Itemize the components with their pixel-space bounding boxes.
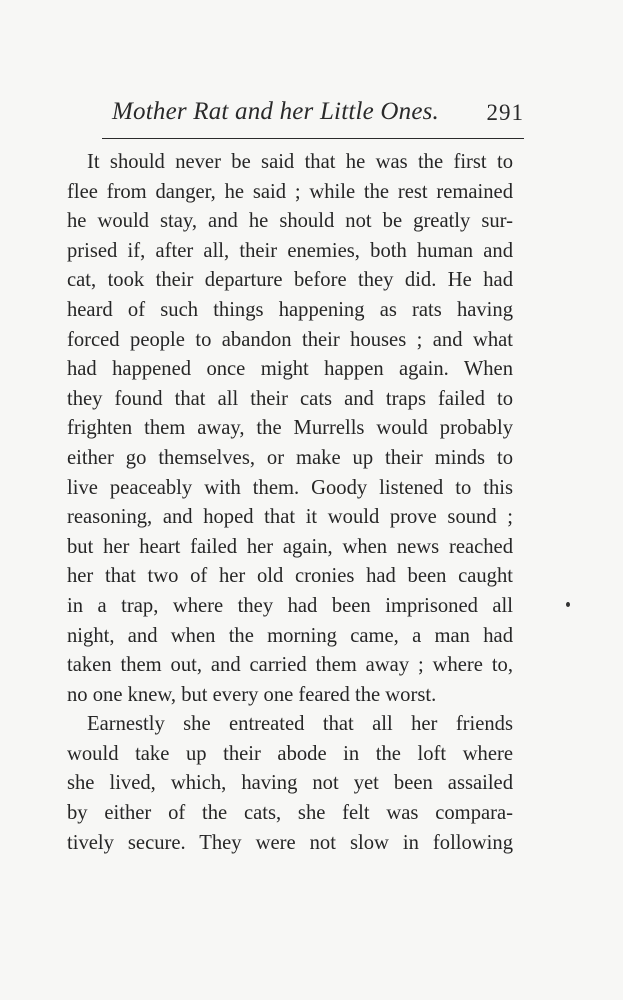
text-line: by either of the cats, she felt was compara- — [67, 802, 513, 825]
text-line: she lived, which, having not yet been assailed — [67, 772, 513, 795]
page-header — [102, 98, 524, 132]
page-number: 291 — [486, 100, 524, 125]
text-line: tively secure. They were not slow in following — [67, 831, 513, 854]
text-line: would take up their abode in the loft where — [67, 742, 513, 765]
text-line: had happened once might happen again. When — [67, 358, 513, 381]
text-line: heard of such things happening as rats having — [67, 298, 513, 321]
text-line: It should never be said that he was the first to — [87, 151, 513, 173]
text-line: no one knew, but every one feared the worst. — [67, 683, 437, 706]
text-line: frighten them away, the Murrells would probably — [67, 417, 513, 440]
text-line: her that two of her old cronies had been caught — [67, 565, 513, 588]
text-line: flee from danger, he said ; while the rest remained — [67, 180, 513, 203]
text-line: prised if, after all, their enemies, both human and — [67, 239, 513, 262]
text-line: reasoning, and hoped that it would prove sound ; — [67, 506, 513, 529]
text-line: Earnestly she entreated that all her friends — [87, 713, 513, 736]
text-line: in a trap, where they had been imprisoned all — [67, 594, 513, 617]
running-title: Mother Rat and her Little Ones. — [112, 98, 440, 125]
header-rule — [102, 138, 524, 139]
text-line: night, and when the morning came, a man had — [67, 624, 513, 647]
text-line: either go themselves, or make up their minds to — [67, 446, 513, 469]
text-line: they found that all their cats and traps failed to — [67, 387, 513, 410]
text-line: he would stay, and he should not be greatly sur- — [67, 210, 513, 233]
ink-spot — [566, 602, 570, 607]
text-line: cat, took their departure before they did. He had — [67, 269, 513, 292]
text-line: taken them out, and carried them away ; where to, — [67, 654, 513, 677]
text-line: but her heart failed her again, when news reached — [67, 535, 513, 558]
text-line: live peaceably with them. Goody listened to this — [67, 476, 513, 499]
text-line: forced people to abandon their houses ; and what — [67, 328, 513, 351]
body-text — [67, 148, 513, 858]
